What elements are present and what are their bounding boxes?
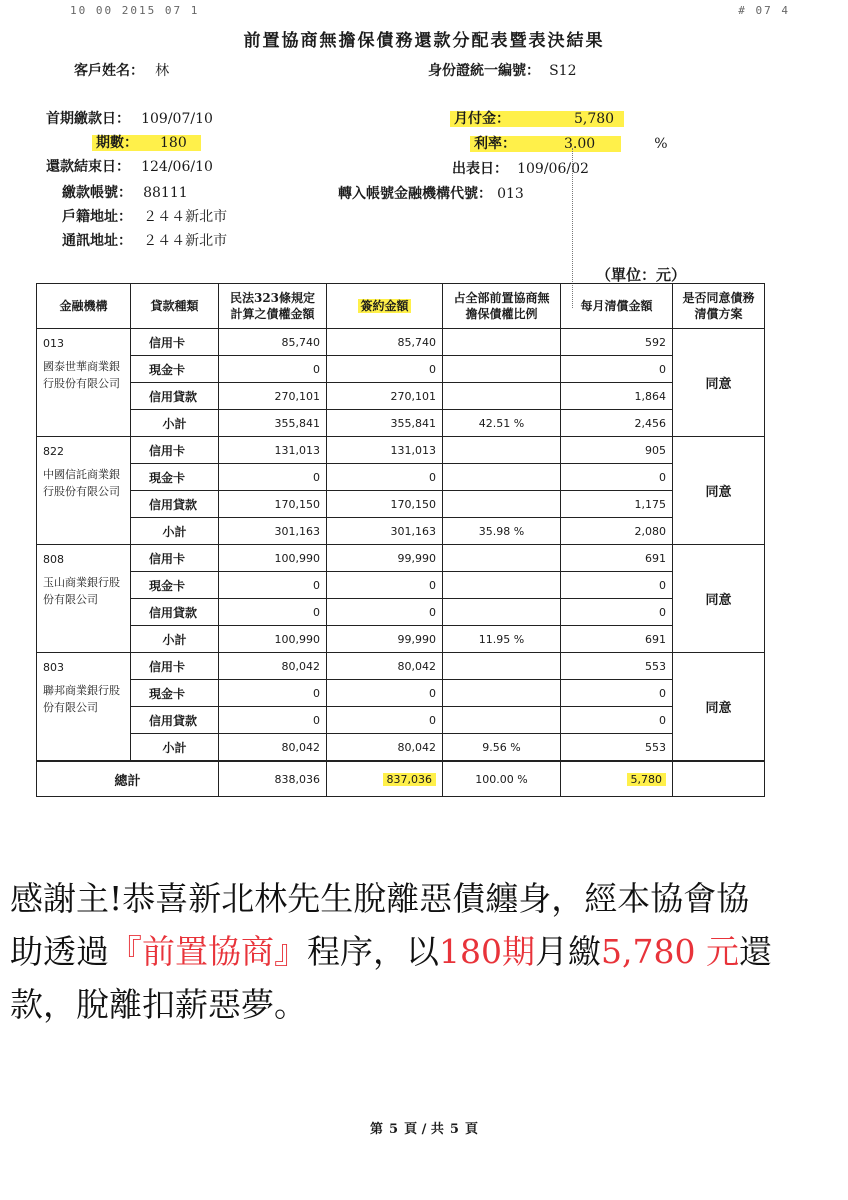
table-row xyxy=(37,491,765,518)
msg-part-3: 程序，以 xyxy=(307,932,439,971)
bank-code: 803 xyxy=(43,661,64,674)
table-row xyxy=(37,626,765,653)
monthly-amount-cell: 1,864 xyxy=(561,383,673,410)
contract-amount-cell: 131,013 xyxy=(327,437,443,464)
total-agree-empty xyxy=(673,761,765,797)
monthly-amount-cell: 905 xyxy=(561,437,673,464)
page-prefix: 第 xyxy=(370,1122,384,1137)
loan-type-cell: 信用卡 xyxy=(131,437,219,464)
ratio-cell xyxy=(443,680,561,707)
interest-rate-row xyxy=(470,133,668,153)
header-claim-amount: 民法323條規定計算之債權金額 xyxy=(219,284,327,329)
table-row xyxy=(37,518,765,545)
total-ratio: 100.00 % xyxy=(443,761,561,797)
contract-amount-cell: 0 xyxy=(327,707,443,734)
ratio-cell xyxy=(443,464,561,491)
claim-amount-cell: 301,163 xyxy=(219,518,327,545)
bank-name: 玉山商業銀行股份有限公司 xyxy=(43,576,120,606)
claim-amount-cell: 355,841 xyxy=(219,410,327,437)
bank-cell xyxy=(37,653,131,762)
agree-cell: 同意 xyxy=(673,437,765,545)
contract-amount-cell: 80,042 xyxy=(327,653,443,680)
loan-type-cell: 小計 xyxy=(131,518,219,545)
total-claim: 838,036 xyxy=(219,761,327,797)
header-contract-amount-text: 簽約金額 xyxy=(360,299,409,313)
total-contract-cell xyxy=(327,761,443,797)
loan-type-cell: 信用卡 xyxy=(131,329,219,356)
registered-address: ２４４新北市 xyxy=(143,209,228,225)
mailing-address-label: 通訊地址： xyxy=(62,233,132,249)
loan-type-cell: 現金卡 xyxy=(131,680,219,707)
table-row xyxy=(37,356,765,383)
claim-amount-cell: 100,990 xyxy=(219,545,327,572)
table-header-row xyxy=(37,284,765,329)
first-payment-label: 首期繳款日： xyxy=(46,111,130,127)
ratio-cell: 9.56 % xyxy=(443,734,561,762)
agree-cell: 同意 xyxy=(673,545,765,653)
contract-amount-cell: 0 xyxy=(327,680,443,707)
monthly-amount-cell: 1,175 xyxy=(561,491,673,518)
transfer-bank-code: 013 xyxy=(497,186,524,202)
table-row xyxy=(37,383,765,410)
monthly-amount-cell: 0 xyxy=(561,680,673,707)
table-row xyxy=(37,599,765,626)
header-monthly: 每月清償金額 xyxy=(561,284,673,329)
header-ratio: 占全部前置協商無擔保債權比例 xyxy=(443,284,561,329)
contract-amount-cell: 0 xyxy=(327,572,443,599)
client-name-label: 客戶姓名： xyxy=(74,63,144,79)
congrats-message xyxy=(10,872,780,1031)
interest-rate: 3.00 xyxy=(520,136,621,152)
monthly-amount-cell: 553 xyxy=(561,653,673,680)
contract-amount-cell: 99,990 xyxy=(327,626,443,653)
table-row xyxy=(37,437,765,464)
bank-code: 808 xyxy=(43,553,64,566)
page-mid: 頁 / 共 xyxy=(404,1122,444,1137)
loan-type-cell: 信用卡 xyxy=(131,545,219,572)
client-name: 林 xyxy=(155,63,170,79)
fax-header-left: 10 00 2015 07 1 xyxy=(70,4,200,17)
table-row xyxy=(37,329,765,356)
monthly-amount-cell: 2,080 xyxy=(561,518,673,545)
header-contract-amount xyxy=(327,284,443,329)
claim-amount-cell: 270,101 xyxy=(219,383,327,410)
monthly-amount-cell: 691 xyxy=(561,626,673,653)
ratio-cell xyxy=(443,545,561,572)
transfer-bank-row xyxy=(338,183,524,203)
first-payment-date: 109/07/10 xyxy=(141,111,213,127)
loan-type-cell: 信用貸款 xyxy=(131,491,219,518)
ratio-cell: 11.95 % xyxy=(443,626,561,653)
header-loan-type: 貸款種類 xyxy=(131,284,219,329)
issue-date: 109/06/02 xyxy=(517,161,589,177)
monthly-amount-cell: 0 xyxy=(561,356,673,383)
monthly-amount-cell: 0 xyxy=(561,599,673,626)
ratio-cell xyxy=(443,653,561,680)
claim-amount-cell: 0 xyxy=(219,464,327,491)
contract-amount-cell: 99,990 xyxy=(327,545,443,572)
claim-amount-cell: 100,990 xyxy=(219,626,327,653)
claim-amount-cell: 0 xyxy=(219,572,327,599)
msg-part-6: 5,780 元 xyxy=(601,932,739,971)
monthly-amount-cell: 553 xyxy=(561,734,673,762)
mailing-address-row xyxy=(62,230,227,250)
bank-cell xyxy=(37,437,131,545)
header-institution: 金融機構 xyxy=(37,284,131,329)
ratio-cell xyxy=(443,599,561,626)
client-id-row xyxy=(428,60,577,80)
msg-part-2: 『前置協商』 xyxy=(109,932,307,971)
claim-amount-cell: 0 xyxy=(219,356,327,383)
ratio-cell xyxy=(443,329,561,356)
page-number xyxy=(0,1118,848,1137)
contract-amount-cell: 301,163 xyxy=(327,518,443,545)
fax-header xyxy=(70,4,790,17)
ratio-cell xyxy=(443,572,561,599)
contract-amount-cell: 270,101 xyxy=(327,383,443,410)
monthly-amount-cell: 691 xyxy=(561,545,673,572)
client-id: S12 xyxy=(549,63,577,79)
contract-amount-cell: 170,150 xyxy=(327,491,443,518)
monthly-amount-cell: 0 xyxy=(561,572,673,599)
agree-cell: 同意 xyxy=(673,653,765,762)
periods-value: 180 xyxy=(142,135,201,151)
table-row xyxy=(37,572,765,599)
table-row xyxy=(37,680,765,707)
claim-amount-cell: 85,740 xyxy=(219,329,327,356)
table-row xyxy=(37,410,765,437)
periods-label: 期數： xyxy=(92,135,142,151)
contract-amount-cell: 80,042 xyxy=(327,734,443,762)
contract-amount-cell: 0 xyxy=(327,464,443,491)
interest-rate-label: 利率： xyxy=(470,136,520,152)
contract-amount-cell: 85,740 xyxy=(327,329,443,356)
claim-amount-cell: 80,042 xyxy=(219,734,327,762)
ratio-cell xyxy=(443,437,561,464)
loan-type-cell: 小計 xyxy=(131,734,219,762)
issue-date-row xyxy=(452,158,589,178)
ratio-cell: 42.51 % xyxy=(443,410,561,437)
loan-type-cell: 現金卡 xyxy=(131,356,219,383)
periods-row xyxy=(92,132,201,152)
bank-name: 中國信託商業銀行股份有限公司 xyxy=(43,468,120,498)
monthly-amount-cell: 0 xyxy=(561,707,673,734)
claim-amount-cell: 80,042 xyxy=(219,653,327,680)
end-date-label: 還款結束日： xyxy=(46,159,130,175)
unit-note: （單位：元） xyxy=(596,266,687,284)
total-monthly: 5,780 xyxy=(627,773,667,786)
allocation-table xyxy=(36,283,765,797)
msg-part-5: 月繳 xyxy=(535,932,601,971)
table-row xyxy=(37,545,765,572)
ratio-cell: 35.98 % xyxy=(443,518,561,545)
bank-code: 822 xyxy=(43,445,64,458)
bank-name: 國泰世華商業銀行股份有限公司 xyxy=(43,360,120,390)
monthly-payment-label: 月付金： xyxy=(450,111,514,127)
msg-part-7: 還款，脫離扣薪惡夢。 xyxy=(10,932,772,1024)
loan-type-cell: 現金卡 xyxy=(131,572,219,599)
table-row xyxy=(37,707,765,734)
ratio-cell xyxy=(443,356,561,383)
header-agree: 是否同意債務清償方案 xyxy=(673,284,765,329)
page-total: 5 xyxy=(449,1122,459,1137)
account-row xyxy=(62,182,188,202)
registered-address-row xyxy=(62,206,227,226)
total-monthly-cell xyxy=(561,761,673,797)
contract-amount-cell: 355,841 xyxy=(327,410,443,437)
account-label: 繳款帳號： xyxy=(62,185,132,201)
total-contract: 837,036 xyxy=(383,773,437,786)
first-payment-row xyxy=(46,108,213,128)
page-current: 5 xyxy=(389,1122,399,1137)
claim-amount-cell: 170,150 xyxy=(219,491,327,518)
loan-type-cell: 小計 xyxy=(131,626,219,653)
total-label: 總計 xyxy=(37,761,219,797)
bank-cell xyxy=(37,545,131,653)
page-suffix: 頁 xyxy=(464,1122,478,1137)
table-body xyxy=(37,329,765,797)
contract-amount-cell: 0 xyxy=(327,599,443,626)
ratio-cell xyxy=(443,491,561,518)
client-name-row xyxy=(74,60,169,80)
table-row xyxy=(37,734,765,762)
monthly-amount-cell: 2,456 xyxy=(561,410,673,437)
monthly-amount-cell: 592 xyxy=(561,329,673,356)
table-row xyxy=(37,653,765,680)
loan-type-cell: 現金卡 xyxy=(131,464,219,491)
ratio-cell xyxy=(443,707,561,734)
loan-type-cell: 信用貸款 xyxy=(131,383,219,410)
table-row xyxy=(37,464,765,491)
fax-header-right: # 07 4 xyxy=(738,4,790,17)
claim-amount-cell: 0 xyxy=(219,680,327,707)
loan-type-cell: 信用卡 xyxy=(131,653,219,680)
end-date-row xyxy=(46,156,213,176)
loan-type-cell: 信用貸款 xyxy=(131,599,219,626)
bank-code: 013 xyxy=(43,337,64,350)
loan-type-cell: 信用貸款 xyxy=(131,707,219,734)
claim-amount-cell: 0 xyxy=(219,599,327,626)
registered-address-label: 戶籍地址： xyxy=(62,209,132,225)
bank-cell xyxy=(37,329,131,437)
interest-rate-unit: % xyxy=(654,136,668,152)
account-number: 88111 xyxy=(143,185,188,201)
end-date: 124/06/10 xyxy=(141,159,213,175)
msg-part-1: 感謝主!恭喜新北林先生脫離惡債纏身，經本協會協助透過 xyxy=(10,879,750,971)
monthly-amount-cell: 0 xyxy=(561,464,673,491)
claim-amount-cell: 0 xyxy=(219,707,327,734)
loan-type-cell: 小計 xyxy=(131,410,219,437)
msg-part-4: 180期 xyxy=(439,932,535,971)
bank-name: 聯邦商業銀行股份有限公司 xyxy=(43,684,120,714)
monthly-payment-row xyxy=(450,108,624,128)
issue-date-label: 出表日： xyxy=(452,161,508,177)
agree-cell: 同意 xyxy=(673,329,765,437)
transfer-bank-label: 轉入帳號金融機構代號： xyxy=(338,186,492,202)
contract-amount-cell: 0 xyxy=(327,356,443,383)
document-title: 前置協商無擔保債務還款分配表暨表決結果 xyxy=(243,31,605,51)
mailing-address: ２４４新北市 xyxy=(143,233,228,249)
claim-amount-cell: 131,013 xyxy=(219,437,327,464)
client-id-label: 身份證統一編號： xyxy=(428,63,540,79)
monthly-payment: 5,780 xyxy=(514,111,624,127)
total-row xyxy=(37,761,765,797)
ratio-cell xyxy=(443,383,561,410)
